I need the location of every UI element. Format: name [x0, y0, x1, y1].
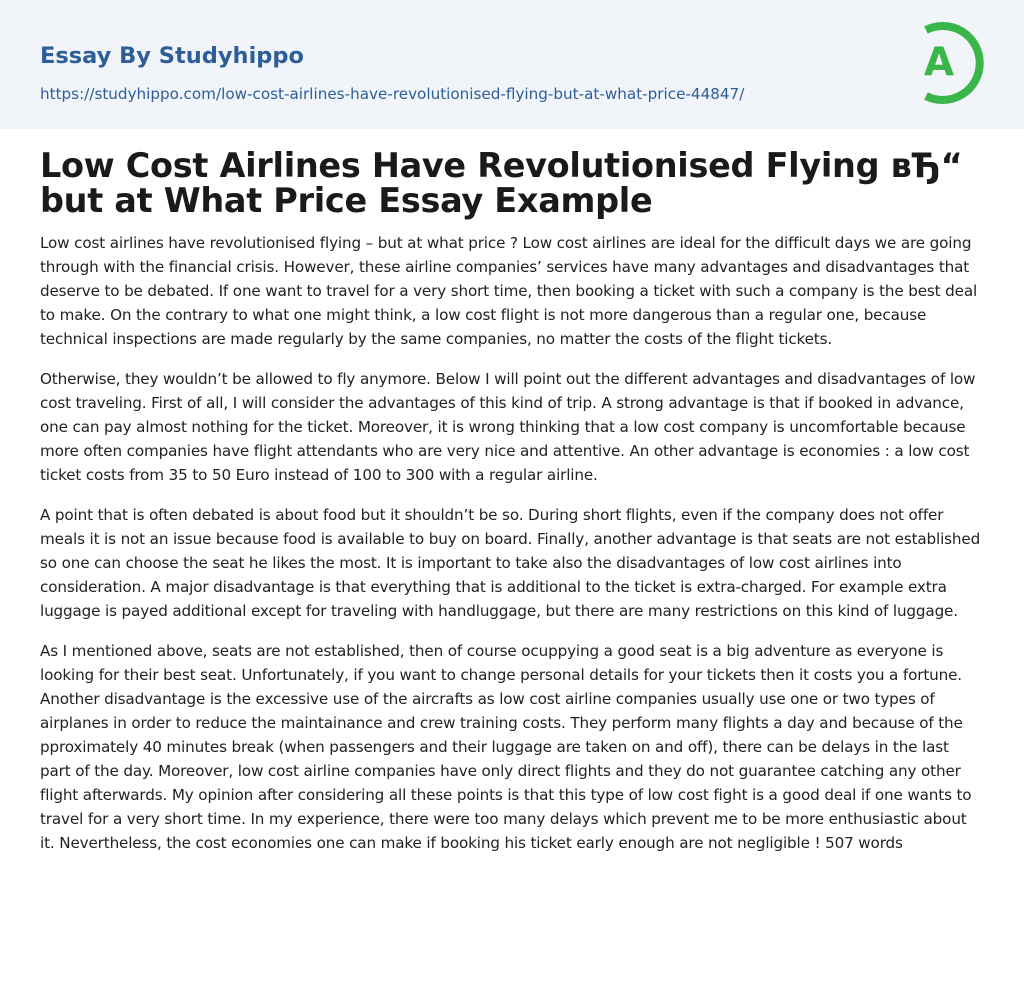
- essay-paragraph-3: A point that is often debated is about food but it shouldn’t be so. During short flights, even if the company does not offer meals it is not an issue because food is available to buy on board. Finally, another advantage is that seats are not established so one can choose the seat he likes the most. It is important to take also the disadvantages of low cost airlines into consideration. A major disadvantage is that everything that is additional to the ticket is extra-charged. For example extra luggage is payed additional except for traveling with handluggage, but there are many restrictions on this kind of luggage.: [40, 506, 981, 620]
- source-url-link[interactable]: https://studyhippo.com/low-cost-airlines-have-revolutionised-flying-but-at-what-price-44847/: [40, 85, 745, 103]
- logo-graphic: [912, 18, 988, 108]
- essay-article: [40, 148, 984, 871]
- logo-letter: A: [923, 40, 955, 85]
- essay-paragraph-1: Low cost airlines have revolutionised flying – but at what price ? Low cost airlines are ideal for the difficult days we are going through with the financial crisis. However, these airline companies’ services have many advantages and disadvantages that deserve to be debated. If one want to travel for a very short time, then booking a ticket with such a company is the best deal to make. On the contrary to what one might think, a low cost flight is not more dangerous than a regular one, because technical inspections are made regularly by the same companies, no matter the costs of the flight tickets.: [40, 234, 978, 348]
- studyhippo-logo-icon[interactable]: [912, 18, 988, 108]
- page-title: Low Cost Airlines Have Revolutionised Flying вЂ“ but at What Price Essay Example: [40, 146, 963, 220]
- essay-paragraph-2: Otherwise, they wouldn’t be allowed to fly anymore. Below I will point out the different advantages and disadvantages of low cost traveling. First of all, I will consider the advantages of this kind of trip. A strong advantage is that if booked in advance, one can pay almost nothing for the ticket. Moreover, it is wrong thinking that a low cost company is uncomfortable because more often companies have flight attendants who are very nice and attentive. An other advantage is economies : a low cost ticket costs from 35 to 50 Euro instead of 100 to 300 with a regular airline.: [40, 370, 976, 484]
- site-header: [0, 0, 1024, 129]
- brand-title[interactable]: Essay By Studyhippo: [40, 43, 304, 69]
- essay-paragraph-4: As I mentioned above, seats are not established, then of course ocuppying a good seat is a big adventure as everyone is looking for their best seat. Unfortunately, if you want to change personal details for your tickets then it costs you a fortune. Another disadvantage is the excessive use of the aircrafts as low cost airline companies usually use one or two types of airplanes in order to reduce the maintainance and crew training costs. They perform many flights a day and because of the pproximately 40 minutes break (when passengers and their luggage are taken on and off), there can be delays in the last part of the day. Moreover, low cost airline companies have only direct flights and they do not guarantee catching any other flight afterwards. My opinion after considering all these points is that this type of low cost fight is a good deal if one wants to travel for a very short time. In my experience, there were too many delays which prevent me to be more enthusiastic about it. Nevertheless, the cost economies one can make if booking his ticket early enough are not negligible ! 507 words: [40, 642, 972, 852]
